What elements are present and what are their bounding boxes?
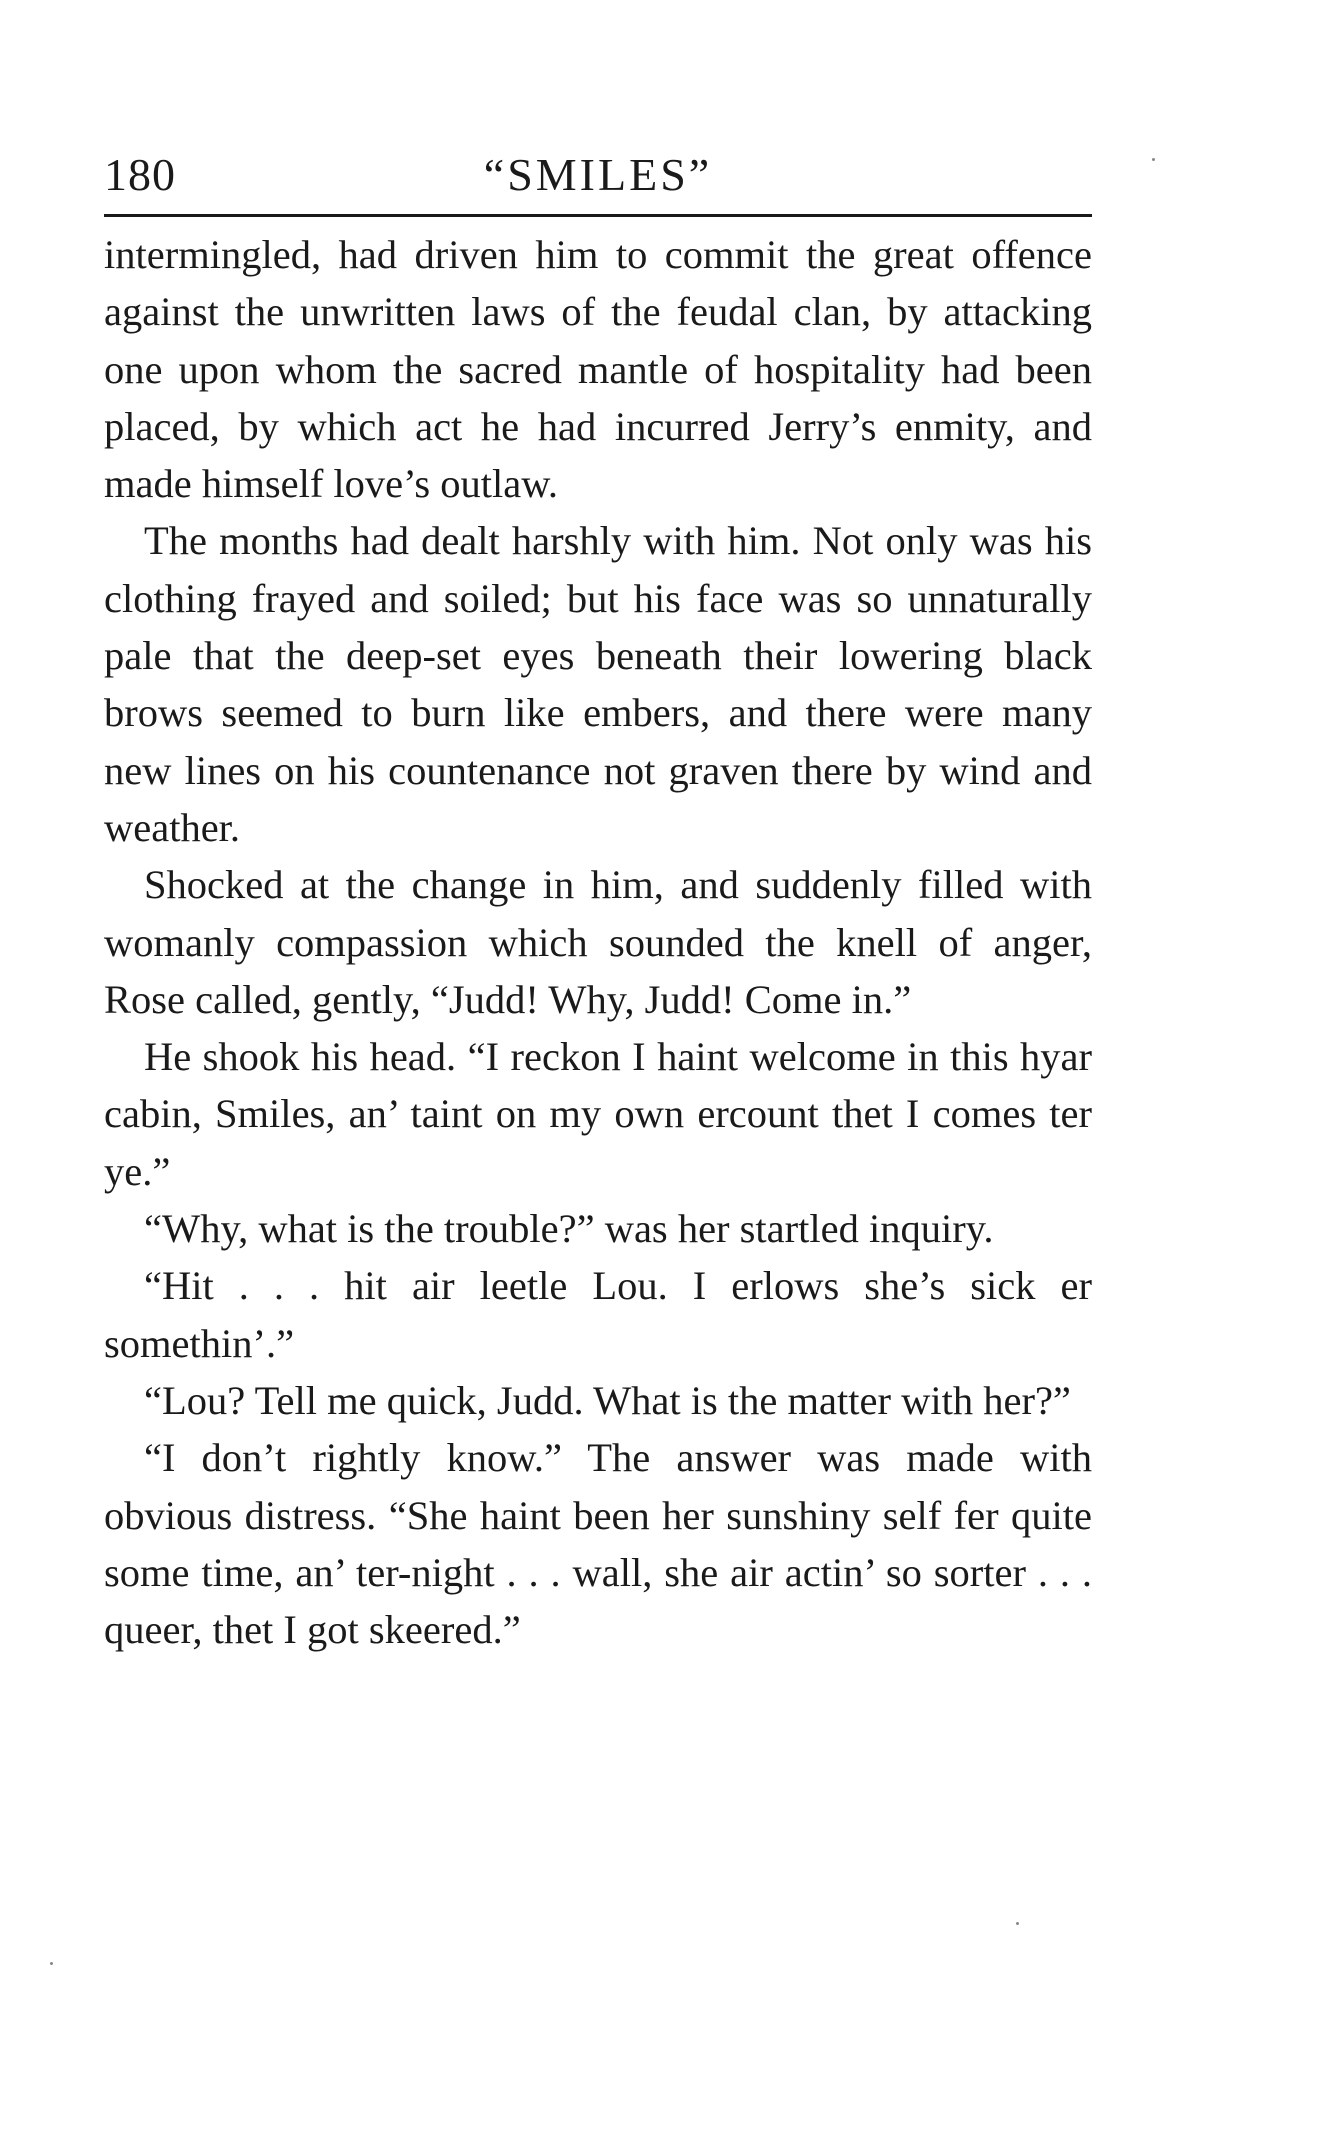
paragraph: intermingled, had driven him to commit the great offence against the unwritten laws of the feudal clan, by attacking one upon whom the sacred mantle of hospitality had been placed, by which act he had incurred Jerry’s enmity, and made himself love’s outlaw. — [104, 232, 1092, 507]
header-rule — [104, 214, 1092, 217]
paragraph: The months had dealt harshly with him. Not only was his clothing frayed and soiled; but his face was so unnaturally pale that the deep-set eyes beneath their lowering black brows seemed to burn like embers, and there were many new lines on his countenance not graven there by wind and weather. — [104, 518, 1092, 850]
scan-speck — [1016, 1922, 1019, 1925]
scan-speck — [1152, 158, 1155, 161]
running-head — [104, 140, 1092, 210]
paragraph: He shook his head. “I reckon I haint welcome in this hyar cabin, Smiles, an’ taint on my own ercount thet I comes ter ye.” — [104, 1034, 1092, 1194]
paragraph: “Lou? Tell me quick, Judd. What is the matter with her?” — [144, 1377, 1071, 1423]
body-text — [104, 226, 1092, 1658]
paragraph: “I don’t rightly know.” The answer was made with obvious distress. “She haint been her sunshiny self fer quite some time, an’ ter-night . . . wall, she air actin’ so sorter . . . queer, thet I got skeered.” — [104, 1435, 1092, 1653]
paragraph: Shocked at the change in him, and suddenly filled with womanly compassion which sounded the knell of anger, Rose called, gently, “Judd! Why, Judd! Come in.” — [104, 862, 1092, 1022]
paragraph: “Why, what is the trouble?” was her startled inquiry. — [144, 1206, 994, 1252]
page-number: 180 — [104, 149, 176, 200]
paragraph: “Hit . . . hit air leetle Lou. I erlows she’s sick er somethin’.” — [104, 1263, 1092, 1366]
scan-speck — [50, 1962, 53, 1965]
running-title: “SMILES” — [483, 149, 713, 200]
